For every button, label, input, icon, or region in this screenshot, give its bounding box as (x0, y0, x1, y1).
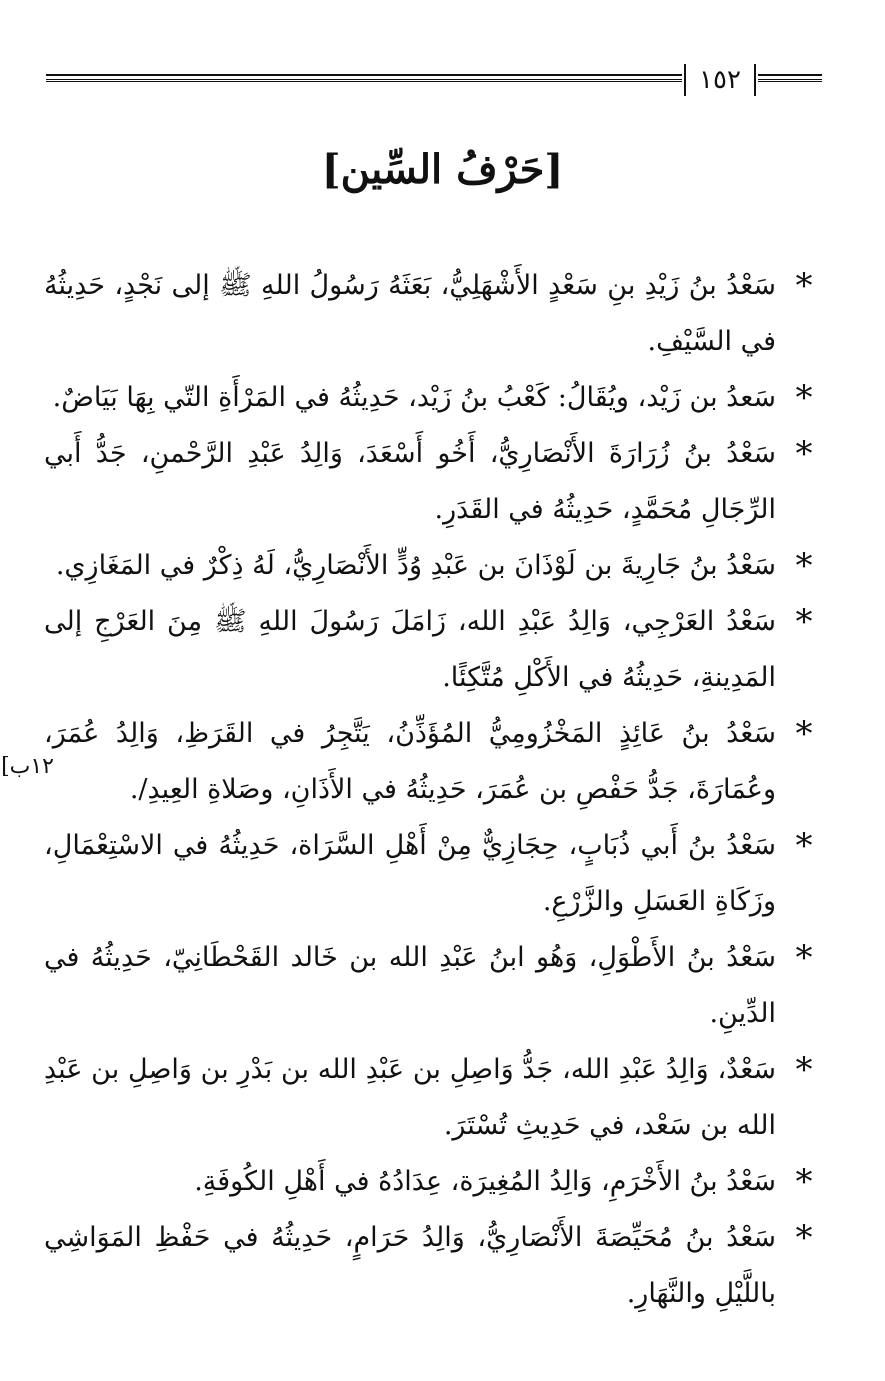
entry-text: سَعْدُ بنُ جَارِيةَ بن لَوْذَانَ بن عَبْدِ وُدٍّ الأَنْصَارِيُّ، لَهُ ذِكْرٌ في المَغَازِي. (55, 550, 776, 581)
entry-text: سَعْدُ بنُ الأَخْرَمِ، وَالِدُ المُغِيرَة، عِدَادُهُ في أَهْلِ الكُوفَةِ. (194, 1166, 776, 1197)
entry-text: سَعْدُ بنُ مُحَيِّصَةَ الأَنْصَارِيُّ، وَالِدُ حَرَامٍ، حَدِيثُهُ في حَفْظِ المَوَاشِي باللَّيْلِ والنَّهَارِ. (44, 1222, 776, 1309)
list-item (44, 370, 822, 426)
list-item (44, 706, 822, 818)
list-item (44, 1154, 822, 1210)
asterisk-icon: * (795, 602, 813, 642)
entry-list (44, 258, 822, 1322)
header-divider (684, 64, 686, 96)
entry-text: سَعْدُ بنُ الأَطْوَلِ، وَهُو ابنُ عَبْدِ الله بن خَالد القَحْطَانِيّ، حَدِيثُهُ في الدِّينِ. (44, 942, 776, 1029)
entry-text: سَعْدُ بنُ زُرَارَةَ الأَنْصَارِيُّ، أَخُو أَسْعَدَ، وَالِدُ عَبْدِ الرَّحْمنِ، جَدُّ أَبي الرِّجَالِ مُحَمَّدٍ، حَدِيثُهُ في القَدَرِ. (44, 438, 776, 525)
asterisk-icon: * (795, 1050, 813, 1090)
asterisk-icon: * (795, 714, 813, 754)
entry-text: سَعْدُ العَرْجِي، وَالِدُ عَبْدِ الله، زَامَلَ رَسُولَ اللهِ ﷺ مِنَ العَرْجِ إلى المَدِينةِ، حَدِيثُهُ في الأَكْلِ مُتَّكِئًا. (44, 606, 776, 693)
margin-note: ١٢ب] (1, 754, 54, 779)
asterisk-icon: * (795, 434, 813, 474)
section-title: [حَرْفُ السِّين] (321, 146, 564, 193)
list-item (44, 426, 822, 538)
entry-text: سَعْدُ بنُ أَبي ذُبَابٍ، حِجَازِيٌّ مِنْ أَهْلِ السَّرَاة، حَدِيثُهُ في الاسْتِعْمَالِ، وزَكَاةِ العَسَلِ والزَّرْعِ. (44, 830, 776, 917)
entry-text: سَعدُ بن زَيْد، ويُقَالُ: كَعْبُ بنُ زَيْد، حَدِيثُهُ في المَرْأَةِ التّي بِهَا بَيَاضٌ. (52, 382, 776, 413)
asterisk-icon: * (795, 1162, 813, 1202)
entry-text: سَعْدُ بنُ زَيْدِ بنِ سَعْدٍ الأَشْهَلِيُّ، بَعَثَهُ رَسُولُ اللهِ ﷺ إلى نَجْدٍ، حَدِيثُهُ في السَّيْفِ. (44, 270, 776, 357)
asterisk-icon: * (795, 266, 813, 306)
entry-text: سَعْدٌ، وَالِدُ عَبْدِ الله، جَدُّ وَاصِلِ بن عَبْدِ الله بن بَدْرِ بن وَاصِلِ بن عَبْدِ الله بن سَعْد، في حَدِيثِ تُسْتَرَ. (44, 1054, 776, 1141)
header-rule-right (758, 74, 822, 80)
asterisk-icon: * (795, 546, 813, 586)
asterisk-icon: * (795, 938, 813, 978)
entry-text: سَعْدُ بنُ عَائِذٍ المَخْزُومِيُّ المُؤَذِّنُ، يَتَّجِرُ في القَرَظِ، وَالِدُ عُمَرَ، وعُمَارَةَ، جَدُّ حَفْصِ بن عُمَرَ، حَدِيثُهُ في الأَذَانِ، وصَلاةِ العِيدِ/. (44, 718, 776, 805)
asterisk-icon: * (795, 826, 813, 866)
header-divider (754, 64, 756, 96)
page-number: ١٥٢ (699, 65, 741, 95)
list-item (44, 818, 822, 930)
list-item (44, 1042, 822, 1154)
list-item (44, 930, 822, 1042)
header-rule-left (46, 74, 682, 80)
list-item (44, 258, 822, 370)
list-item (44, 1210, 822, 1322)
list-item (44, 594, 822, 706)
page-header (46, 62, 822, 102)
asterisk-icon: * (795, 1218, 813, 1258)
asterisk-icon: * (795, 378, 813, 418)
list-item (44, 538, 822, 594)
